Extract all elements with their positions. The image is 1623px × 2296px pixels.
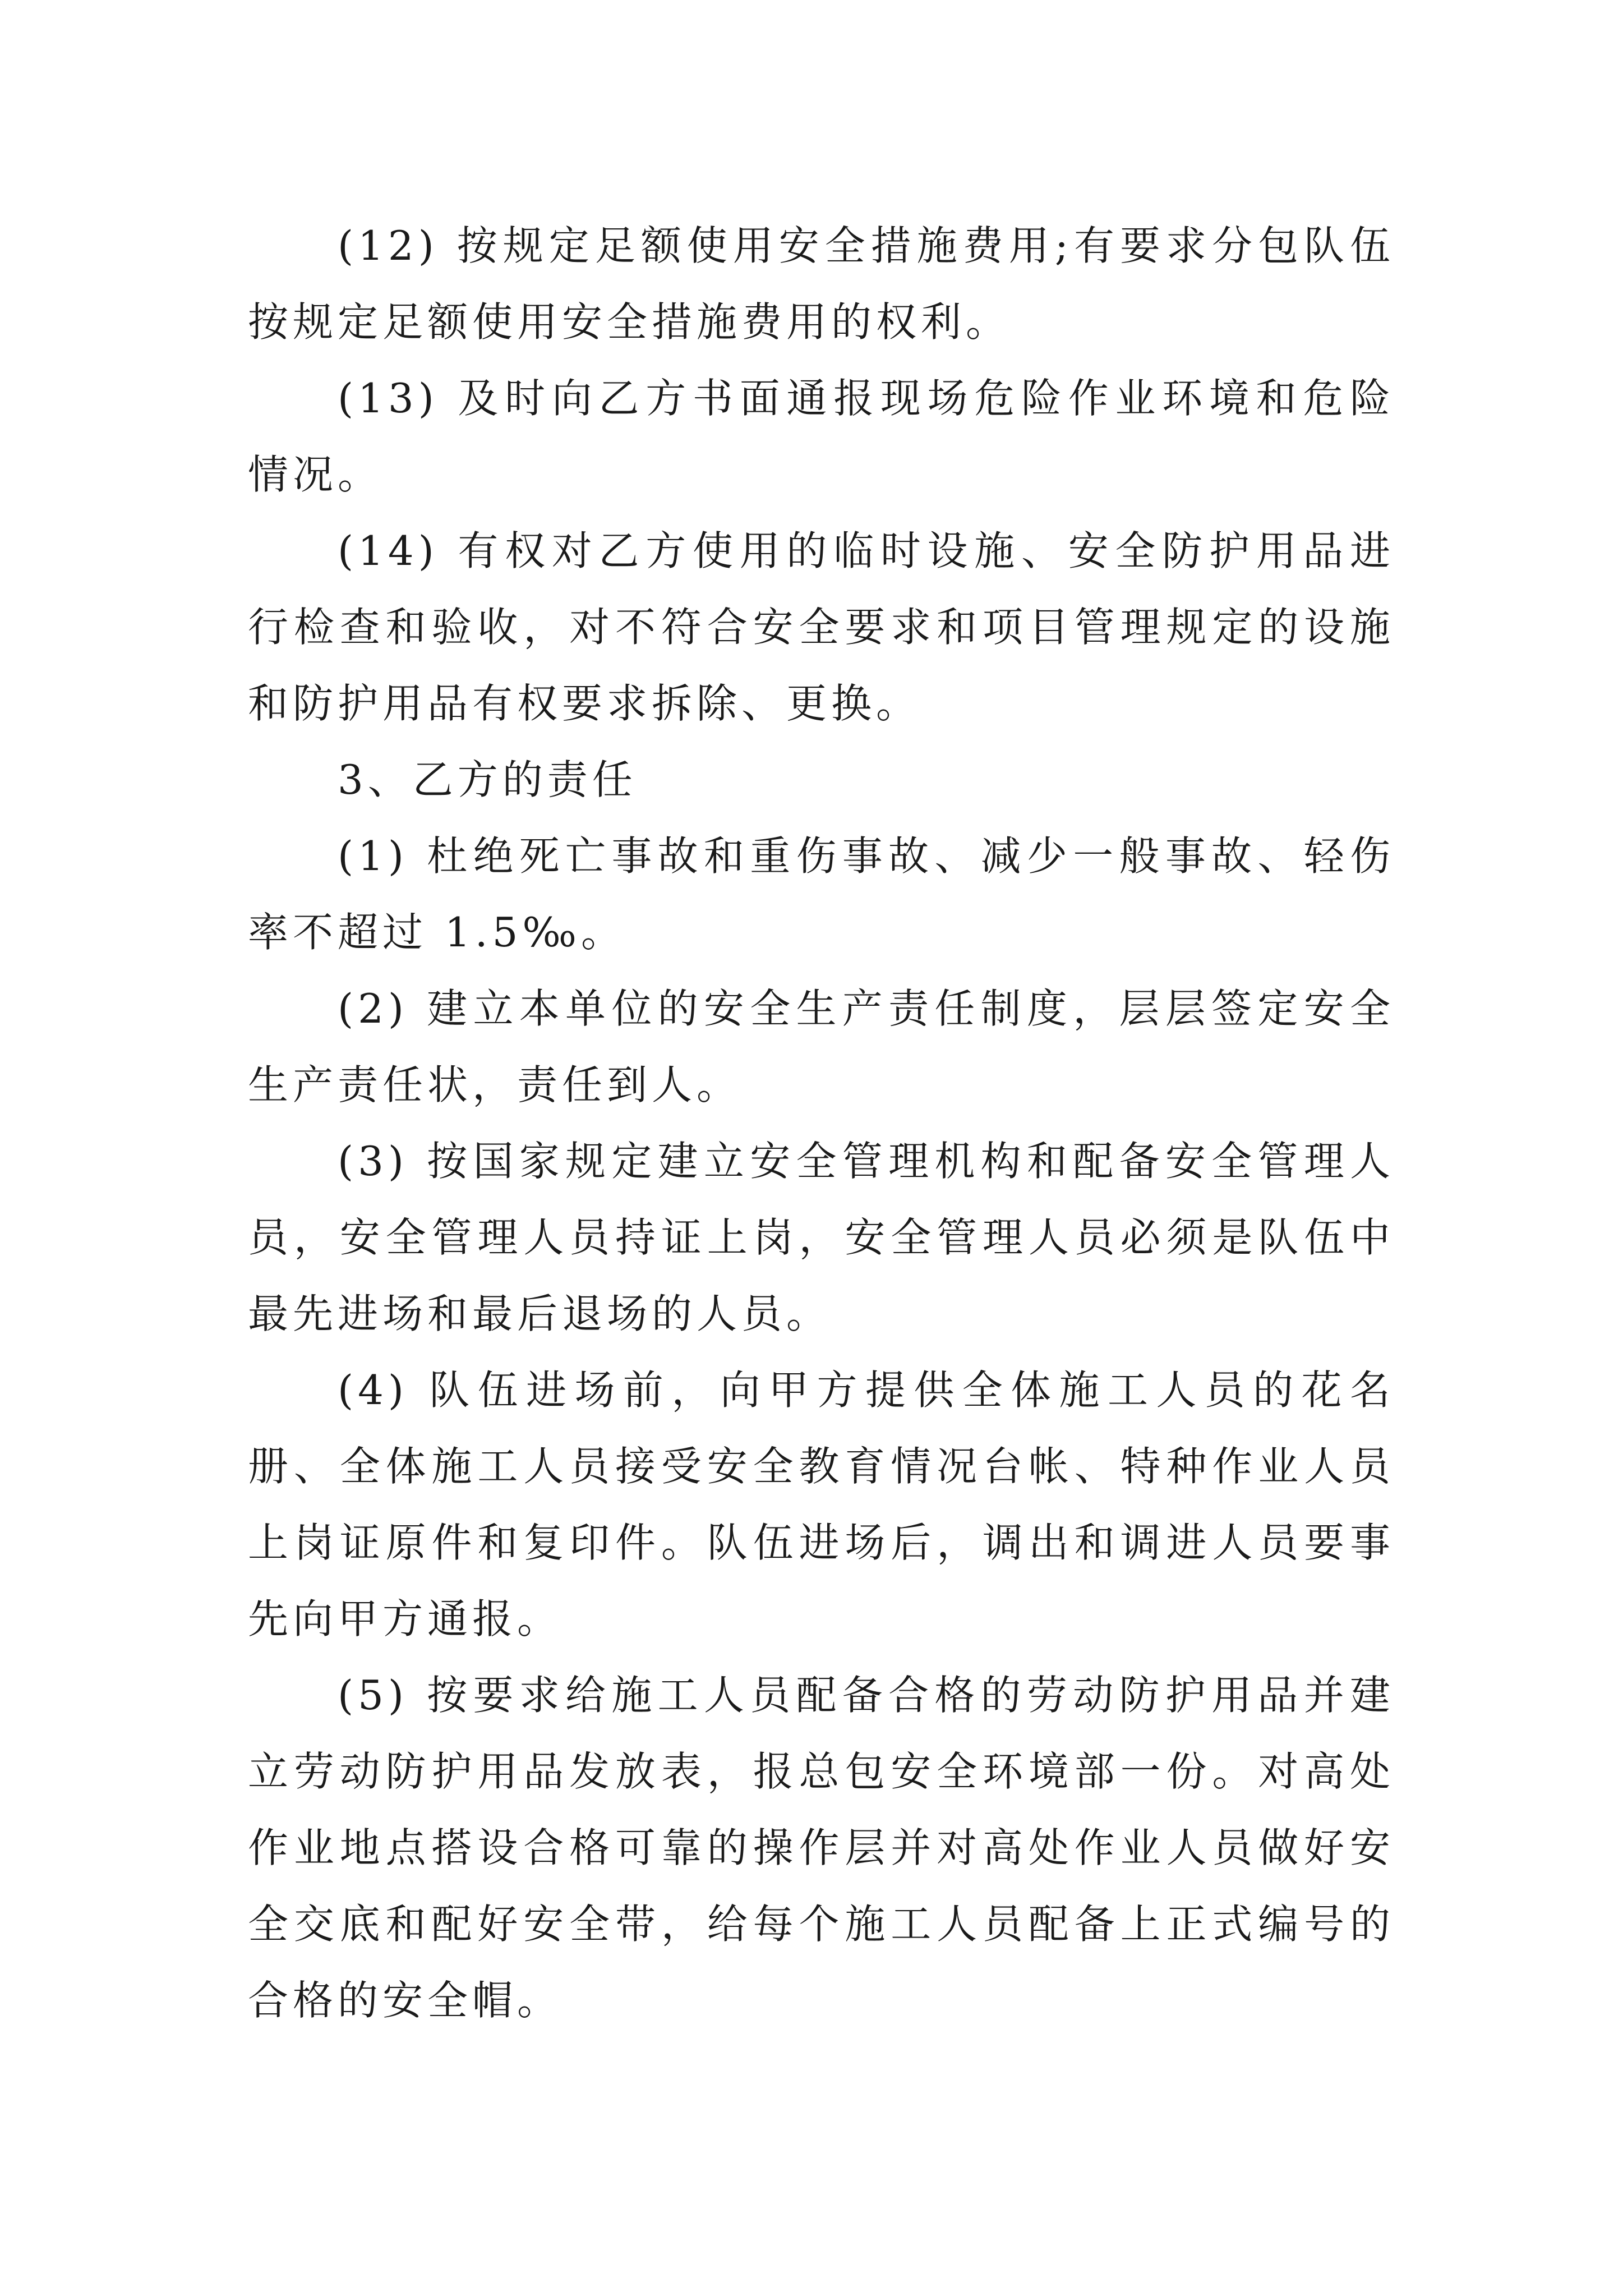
document-body xyxy=(248,208,1395,2039)
section-heading-party-b: 3、乙方的责任 xyxy=(338,756,637,803)
paragraph-item-4: (4) 队伍进场前，向甲方提供全体施工人员的花名册、全体施工人员接受安全教育情况台帐、特种作业人员上岗证原件和复印件。队伍进场后，调出和调进人员要事先向甲方通报。 xyxy=(248,1366,1395,1642)
paragraph-item-14: (14) 有权对乙方使用的临时设施、安全防护用品进行检查和验收，对不符合安全要求和项目管理规定的设施和防护用品有权要求拆除、更换。 xyxy=(248,527,1395,727)
paragraph-item-12: (12) 按规定足额使用安全措施费用;有要求分包队伍按规定足额使用安全措施费用的权利。 xyxy=(248,222,1395,346)
paragraph-item-13: (13) 及时向乙方书面通报现场危险作业环境和危险情况。 xyxy=(248,375,1395,498)
paragraph-item-3: (3) 按国家规定建立安全管理机构和配备安全管理人员，安全管理人员持证上岗，安全管理人员必须是队伍中最先进场和最后退场的人员。 xyxy=(248,1138,1395,1337)
paragraph-item-5: (5) 按要求给施工人员配备合格的劳动防护用品并建立劳动防护用品发放表，报总包安全环境部一份。对高处作业地点搭设合格可靠的操作层并对高处作业人员做好安全交底和配好安全带，给每个施工人员配备上正式编号的合格的安全帽。 xyxy=(248,1672,1395,2024)
paragraph-item-1: (1) 杜绝死亡事故和重伤事故、减少一般事故、轻伤率不超过 1.5‰。 xyxy=(248,832,1395,956)
paragraph-item-2: (2) 建立本单位的安全生产责任制度，层层签定安全生产责任状，责任到人。 xyxy=(248,985,1395,1108)
